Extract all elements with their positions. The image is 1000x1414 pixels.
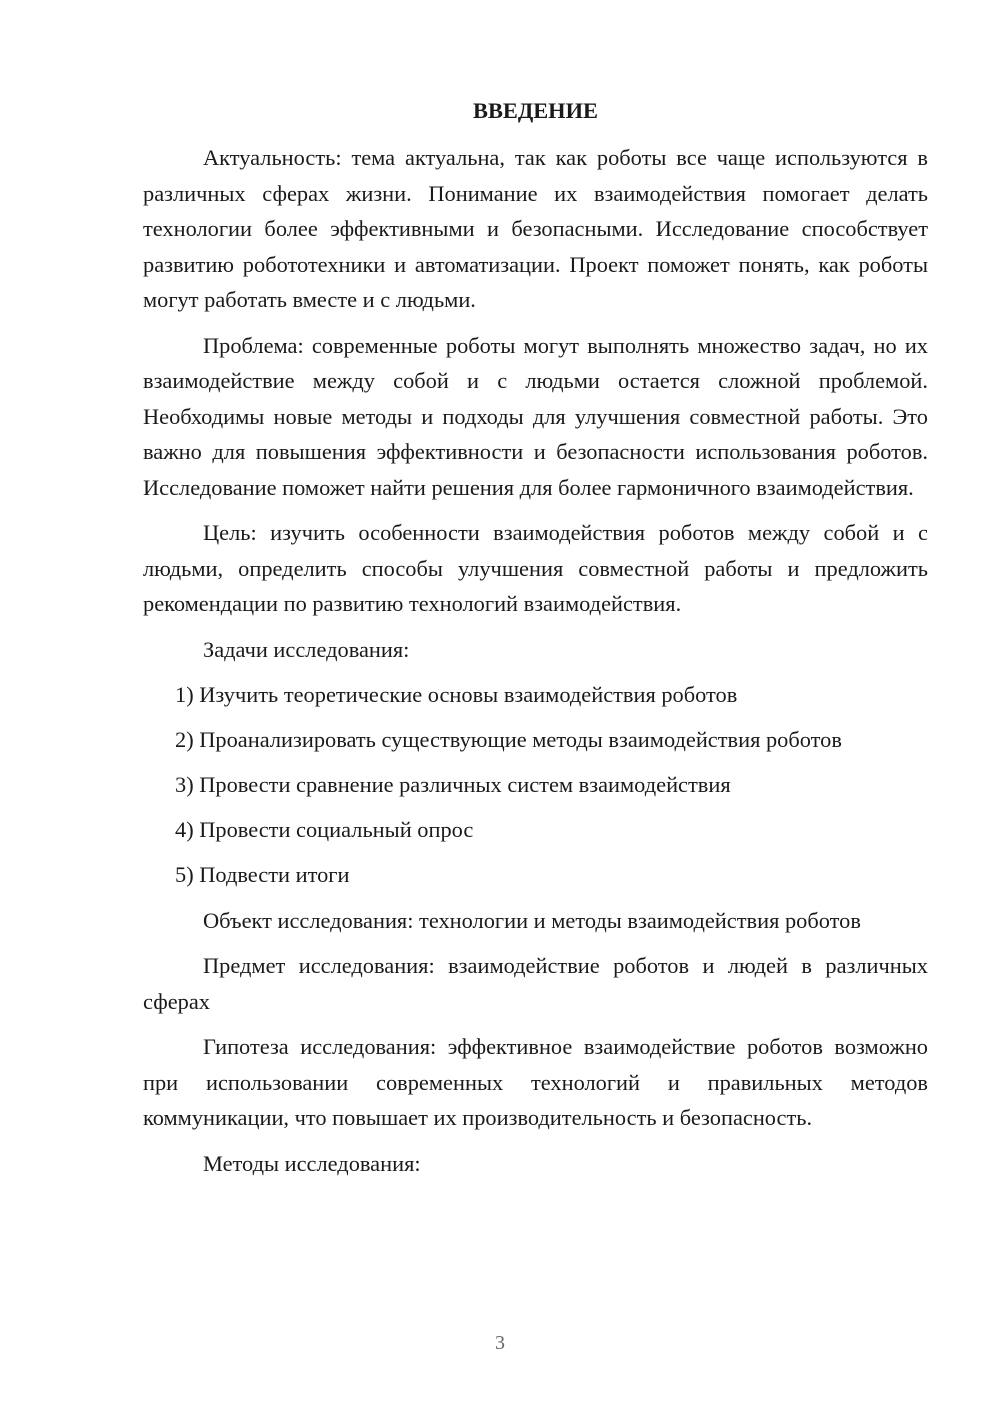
paragraph-subject: Предмет исследования: взаимодействие роботов и людей в различных сферах <box>143 953 928 1014</box>
tasks-heading: Задачи исследования: <box>203 636 410 662</box>
paragraph-relevance: Актуальность: тема актуальна, так как роботы все чаще используются в различных сферах жизни. Понимание их взаимодействия помогает делать технологии более эффективными и безопасными. Исследование способствует развитию робототехники и автоматизации. Проект поможет понять, как роботы могут работать вместе и с людьми. <box>143 145 928 312</box>
page-number: 3 <box>495 1332 505 1354</box>
list-item: 3) Провести сравнение различных систем взаимодействия <box>175 772 731 797</box>
paragraph-object: Объект исследования: технологии и методы взаимодействия роботов <box>203 907 861 933</box>
list-item: 2) Проанализировать существующие методы взаимодействия роботов <box>175 727 842 752</box>
section-heading: ВВЕДЕНИЕ <box>473 98 598 123</box>
list-item: 5) Подвести итоги <box>175 862 350 887</box>
paragraph-problem: Проблема: современные роботы могут выполнять множество задач, но их взаимодействие между собой и с людьми остается сложной проблемой. Необходимы новые методы и подходы для улучшения совместной работы. Это важно для повышения эффективности и безопасности использования роботов. Исследование поможет найти решения для более гармоничного взаимодействия. <box>143 332 928 500</box>
methods-heading: Методы исследования: <box>203 1150 421 1176</box>
paragraph-goal: Цель: изучить особенности взаимодействия роботов между собой и с людьми, определить способы улучшения совместной работы и предложить рекомендации по развитию технологий взаимодействия. <box>143 520 928 616</box>
tasks-list <box>143 677 928 893</box>
paragraph-hypothesis: Гипотеза исследования: эффективное взаимодействие роботов возможно при использовании современных технологий и правильных методов коммуникации, что повышает их производительность и безопасность. <box>143 1034 928 1130</box>
list-item: 1) Изучить теоретические основы взаимодействия роботов <box>175 682 738 707</box>
list-item: 4) Провести социальный опрос <box>175 817 474 842</box>
page-content <box>143 93 928 1191</box>
